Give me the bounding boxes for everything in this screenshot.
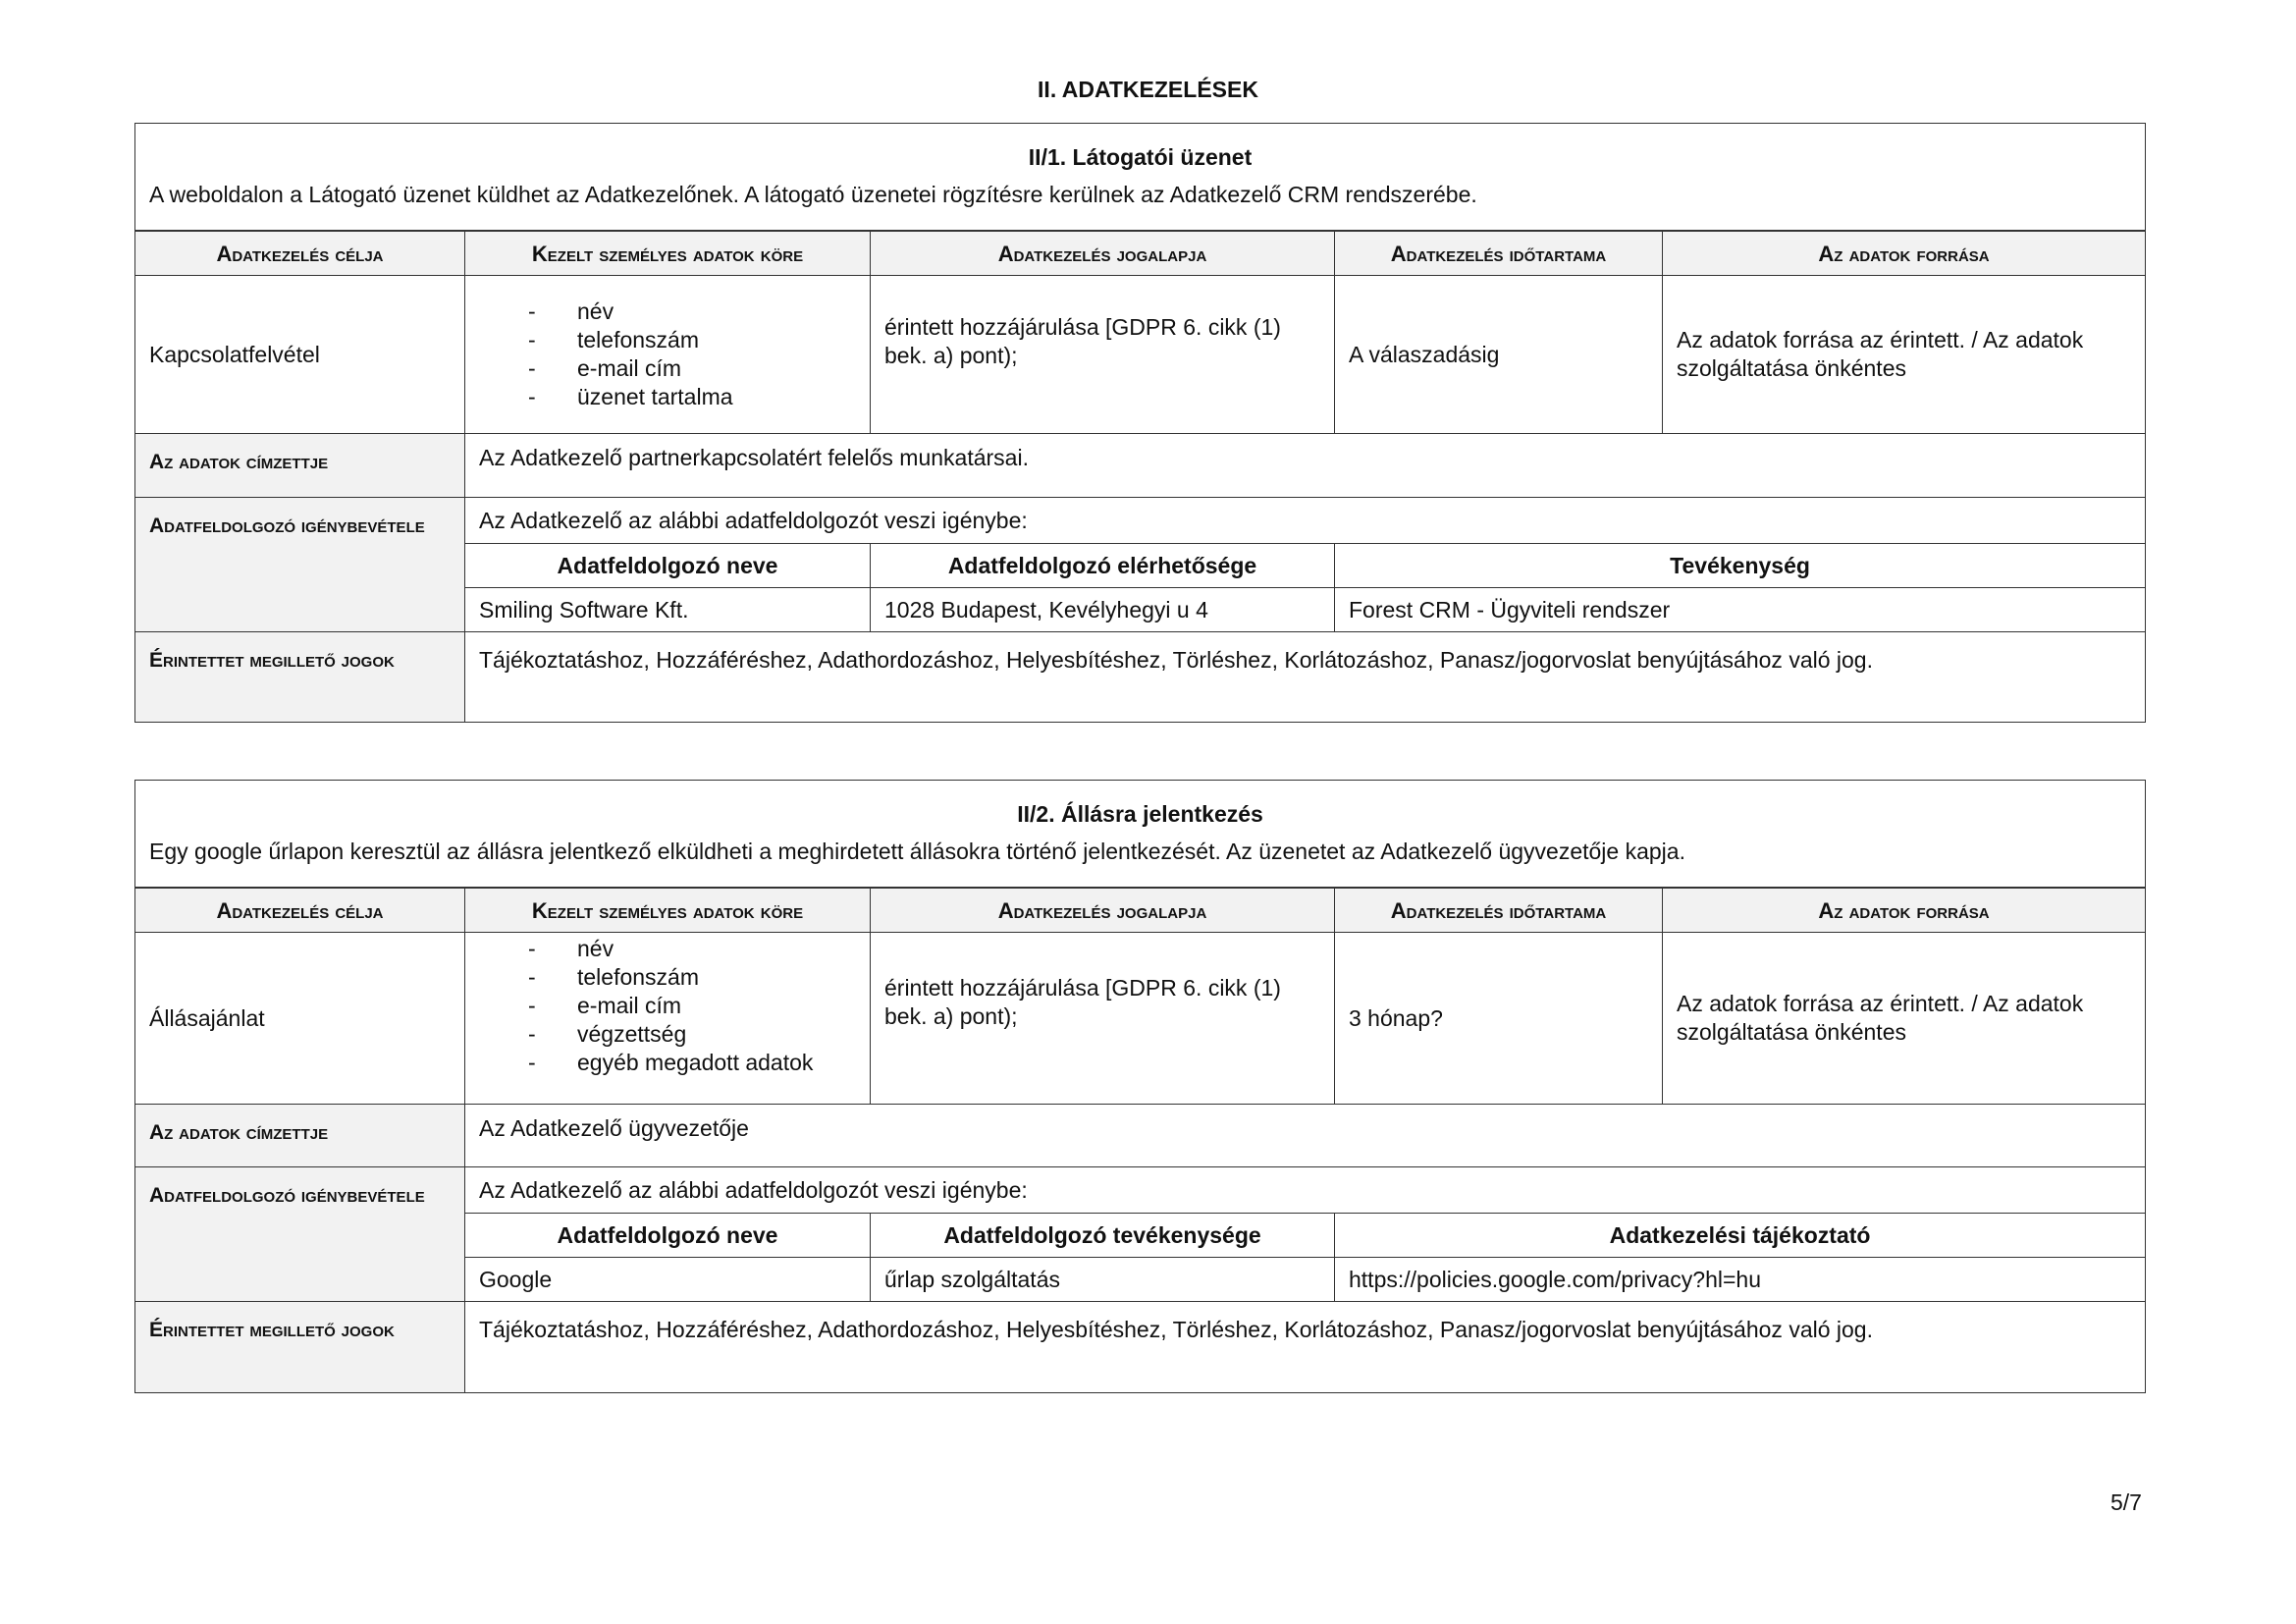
col-header-data-scope: Kezelt személyes adatok köre (465, 888, 871, 933)
rights-label: Érintettet megillető jogok (135, 1302, 465, 1393)
purpose-cell: Kapcsolatfelvétel (135, 276, 465, 434)
section-description: Egy google űrlapon keresztül az állásra jelentkező elküldheti a meghirdetett állásokra történő jelentkezését. Az üzenetet az Adatkezelő ügyvezetője kapja. (149, 838, 1685, 864)
list-item: - telefonszám (479, 963, 856, 992)
processor-intro: Az Adatkezelő az alábbi adatfeldolgozót veszi igénybe: (465, 498, 2146, 544)
data-items-list (479, 298, 856, 411)
processor-header-contact: Adatfeldolgozó elérhetősége (871, 544, 1335, 588)
data-items-cell (465, 933, 871, 1105)
processor-intro-row (135, 1167, 2146, 1214)
duration-cell: A válaszadásig (1335, 276, 1663, 434)
processor-header-privacy: Adatkezelési tájékoztató (1335, 1214, 2146, 1258)
processor-header-activity: Tevékenység (1335, 544, 2146, 588)
legal-basis-cell: érintett hozzájárulása [GDPR 6. cikk (1) bek. a) pont); (871, 933, 1335, 1105)
section-header (135, 781, 2146, 889)
duration-cell: 3 hónap? (1335, 933, 1663, 1105)
list-item: - e-mail cím (479, 354, 856, 383)
list-item: - egyéb megadott adatok (479, 1049, 856, 1077)
data-items-cell (465, 276, 871, 434)
column-header-row (135, 888, 2146, 933)
section-description: A weboldalon a Látogató üzenet küldhet az Adatkezelőnek. A látogató üzenetei rögzítésre kerülnek az Adatkezelő CRM rendszerébe. (149, 181, 1477, 207)
col-header-source: Az adatok forrása (1663, 231, 2146, 276)
page-number: 5/7 (2110, 1489, 2142, 1515)
processor-header-activity: Adatfeldolgozó tevékenysége (871, 1214, 1335, 1258)
col-header-duration: Adatkezelés időtartama (1335, 888, 1663, 933)
processor-contact: 1028 Budapest, Kevélyhegyi u 4 (871, 588, 1335, 632)
section-title: II/1. Látogatói üzenet (1028, 143, 1253, 170)
rights-label: Érintettet megillető jogok (135, 632, 465, 723)
purpose-cell: Állásajánlat (135, 933, 465, 1105)
processor-activity: űrlap szolgáltatás (871, 1258, 1335, 1302)
recipient-value: Az Adatkezelő partnerkapcsolatért felelős munkatársai. (465, 434, 2146, 498)
list-item: - név (479, 935, 856, 963)
list-item: - telefonszám (479, 326, 856, 354)
list-item: - üzenet tartalma (479, 383, 856, 411)
table-row (135, 933, 2146, 1105)
processor-intro-row (135, 498, 2146, 544)
column-header-row (135, 231, 2146, 276)
recipient-row (135, 1105, 2146, 1167)
rights-value: Tájékoztatáshoz, Hozzáféréshez, Adathordozáshoz, Helyesbítéshez, Törléshez, Korlátozáshoz, Panasz/jogorvoslat benyújtásához való jog. (465, 1302, 2146, 1393)
rights-row (135, 632, 2146, 723)
col-header-legal-basis: Adatkezelés jogalapja (871, 231, 1335, 276)
page-title: II. ADATKEZELÉSEK (1038, 77, 1258, 102)
processor-name: Smiling Software Kft. (465, 588, 871, 632)
section-table-latogatoi-uzenet (134, 123, 2146, 723)
col-header-purpose: Adatkezelés célja (135, 231, 465, 276)
source-cell: Az adatok forrása az érintett. / Az adatok szolgáltatása önkéntes (1663, 933, 2146, 1105)
section-header (135, 124, 2146, 232)
legal-basis-cell: érintett hozzájárulása [GDPR 6. cikk (1) bek. a) pont); (871, 276, 1335, 434)
list-item: - név (479, 298, 856, 326)
list-item: - e-mail cím (479, 992, 856, 1020)
recipient-label: Az adatok címzettje (135, 434, 465, 498)
recipient-label: Az adatok címzettje (135, 1105, 465, 1167)
table-row (135, 276, 2146, 434)
col-header-purpose: Adatkezelés célja (135, 888, 465, 933)
col-header-legal-basis: Adatkezelés jogalapja (871, 888, 1335, 933)
processor-activity: Forest CRM - Ügyviteli rendszer (1335, 588, 2146, 632)
source-cell: Az adatok forrása az érintett. / Az adatok szolgáltatása önkéntes (1663, 276, 2146, 434)
processor-intro: Az Adatkezelő az alábbi adatfeldolgozót veszi igénybe: (465, 1167, 2146, 1214)
col-header-source: Az adatok forrása (1663, 888, 2146, 933)
data-items-list (479, 935, 856, 1077)
rights-value: Tájékoztatáshoz, Hozzáféréshez, Adathordozáshoz, Helyesbítéshez, Törléshez, Korlátozáshoz, Panasz/jogorvoslat benyújtásához való jog. (465, 632, 2146, 723)
processor-label: Adatfeldolgozó igénybevétele (135, 498, 465, 632)
recipient-value: Az Adatkezelő ügyvezetője (465, 1105, 2146, 1167)
section-table-allasra-jelentkezes (134, 780, 2146, 1393)
list-item: - végzettség (479, 1020, 856, 1049)
col-header-data-scope: Kezelt személyes adatok köre (465, 231, 871, 276)
processor-header-name: Adatfeldolgozó neve (465, 1214, 871, 1258)
processor-name: Google (465, 1258, 871, 1302)
processor-privacy-link[interactable]: https://policies.google.com/privacy?hl=hu (1335, 1258, 2146, 1302)
recipient-row (135, 434, 2146, 498)
rights-row (135, 1302, 2146, 1393)
processor-header-name: Adatfeldolgozó neve (465, 544, 871, 588)
processor-label: Adatfeldolgozó igénybevétele (135, 1167, 465, 1302)
col-header-duration: Adatkezelés időtartama (1335, 231, 1663, 276)
section-title: II/2. Állásra jelentkezés (1017, 800, 1263, 827)
